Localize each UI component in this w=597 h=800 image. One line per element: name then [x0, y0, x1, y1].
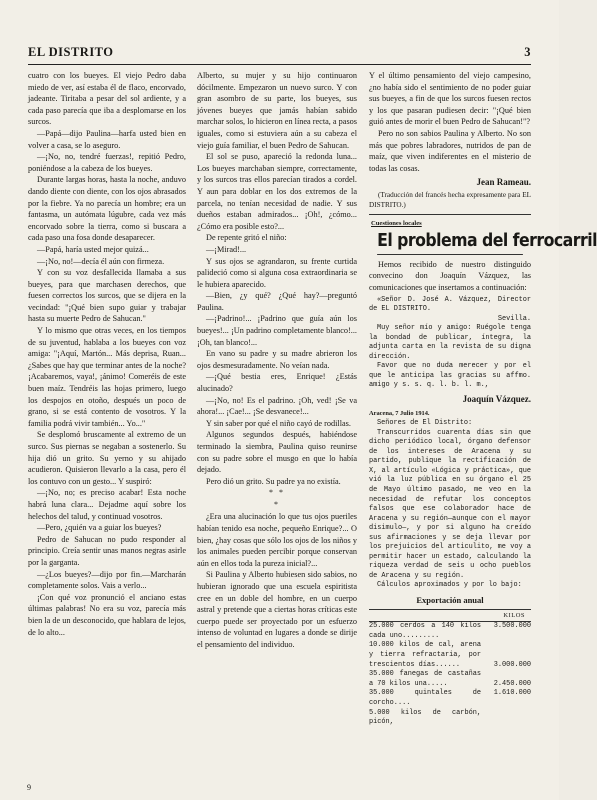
paragraph: Pedro de Sahucan no pudo responder al principio. Creía sentir unas manos negras asirle por la garganta.: [28, 534, 186, 567]
letter-1: [369, 296, 531, 391]
table-row: [369, 641, 531, 670]
paragraph: —¡Mirad!...: [206, 244, 247, 254]
letter-paragraph: Muy señor mío y amigo: Ruégole tenga la bondad de publicar, íntegra, la adjunta carta en la revista de su digna dirección.: [369, 324, 531, 361]
divider: [369, 214, 531, 215]
paragraph: —¡Padrino!... ¡Padrino que guía aún los bueyes!... ¡Un padrino completamente blanco!... ¡Oh, tan blanco!...: [197, 314, 357, 347]
letter-paragraph: Cálculos aproximados y por lo bajo:: [377, 581, 522, 590]
letter-2: [369, 419, 531, 591]
paragraph: En vano su padre y su madre abrieron los ojos desmesuradamente. No veían nada.: [197, 349, 357, 370]
table-row: [369, 622, 531, 641]
row-description: 35.000 quintales de corcho....: [369, 689, 481, 707]
paragraph: Y el último pensamiento del viejo campesino, ¿no había sido el sentimiento de no poder guiar sus bueyes, a fin de que los surcos fuesen rectos y los que pasaran pudiesen decir: "¡Qué bien guió antes de morir el buen Pedro de Sahucan!"?: [369, 71, 531, 127]
row-value: 3.500.000: [493, 622, 531, 631]
article-headline: El problema del ferrocarril: [377, 232, 523, 255]
paragraph: El sol se puso, apareció la redonda luna... Los bueyes marchaban siempre, correctamente, y los surcos tras ellos parecían tirados a cordel. Y aun para doblar en los dos extremos de la parcela, no tenían necesidad de nadie. Y sus dueños estaban admirados... ¡Oh!, ¿cómo... ¿Cómo era posible esto?...: [197, 152, 357, 231]
paragraph: Pero dió un grito. Su padre ya no existía.: [206, 476, 341, 486]
row-description: 25.000 cerdos a 140 kilos cada uno.........: [369, 622, 481, 640]
row-description: 5.000 kilos de carbón, picón,: [369, 708, 481, 727]
row-value: [485, 709, 531, 728]
row-value: 2.450.000: [493, 679, 531, 688]
masthead: [28, 44, 531, 60]
paragraph: ¡Con qué voz pronunció el anciano estas últimas palabras! No era su voz, parecía más bien la de un desconocido, que hablara de lejos, de lo alto...: [28, 592, 186, 637]
paragraph: Y sin saber por qué el niño cayó de rodillas.: [206, 418, 351, 428]
letter-address: «Señor D. José A. Vázquez, Director de EL DISTRITO.: [369, 295, 531, 314]
paragraph: —Bien, ¿y qué? ¿Qué hay?—preguntó Paulina.: [197, 291, 357, 312]
letter-date: Aracena, 7 Julio 1914.: [369, 409, 430, 417]
paragraph: —¡No, no; es preciso acabar! Esta noche habrá luna clara... Dejadme aquí sobre los helechos del talud, y continuad vosotros.: [28, 488, 186, 521]
table-row: [369, 689, 531, 708]
row-description: 35.000 fanegas de castañas a 70 kilos una.....: [369, 670, 481, 688]
article-intro: Hemos recibido de nuestro distinguido convecino don Joaquín Vázquez, las comunicaciones que insertamos a continuación:: [369, 259, 531, 292]
letter-place: Sevilla.: [497, 314, 531, 323]
paragraph: —¡No, no, tendré fuerzas!, repitió Pedro, poniéndose a la cabeza de los bueyes.: [28, 152, 186, 173]
paragraph: cuatro con los bueyes. El viejo Pedro daba miedo de ver, así estaba él de flaco, encorvado, jadeante. Tiritaba a pesar del sol ardiente, y a cada paso parecía que iba a desplomarse en los surcos.: [28, 71, 186, 127]
paragraph: —¡Qué bestia eres, Enrique! ¿Estás alucinado?: [197, 372, 357, 394]
column-3: [369, 70, 597, 728]
story-signature: Jean Rameau.: [476, 177, 531, 188]
paragraph: —¿Los bueyes?—dijo por fin.—Marcharán completamente solos. Vais a verlo...: [28, 569, 186, 591]
row-description: 10.000 kilos de cal, arena y tierra refractaria, por trescientos días......: [369, 641, 481, 669]
newspaper-title: EL DISTRITO: [28, 44, 114, 59]
table-row: [369, 709, 531, 728]
export-table: [369, 609, 531, 728]
paragraph: —Pero, ¿quién va a guiar los bueyes?: [37, 523, 162, 533]
table-unit-header: KILOS: [369, 610, 531, 623]
column-2: [197, 70, 357, 651]
section-label: Cuestiones locales: [371, 220, 422, 228]
table-row: [369, 670, 531, 689]
paragraph: —Papá—dijo Paulina—harfa usted bien en volver a casa, se lo aseguro.: [28, 128, 186, 150]
paragraph: Si Paulina y Alberto hubiesen sido sabios, no hubieran ignorado que una escuela espiritista cree en un doble del hombre, en un cuerpo astral y pretende que a ciertas horas críticas este cuerpo puede ser proyectado por un esfuerzo intenso de voluntad en lugares a donde se dirije el pensamiento del individuo.: [197, 570, 357, 649]
letter-paragraph: Favor que no duda merecer y por el que le anticipa las gracias su affmo. amigo y s. s. q. l. b. l. m.,: [369, 362, 531, 390]
paragraph: Se desplomó bruscamente al extremo de un surco. Sus piernas se negaban a sostenerlo. Su hija dió un grito. Su yerno y su ahijado acudieron. Quisieron llevarlo a la casa, pero él los contuvo con un gesto... Y suspiró:: [28, 430, 186, 486]
paragraph: —¡No, no! Es el padrino. ¡Oh, ved! ¡Se va ahora!... ¡Cae!... ¡Se desvanece!...: [197, 395, 357, 417]
paragraph: De repente gritó el niño:: [206, 233, 287, 243]
paragraph: ¿Era una alucinación lo que tus ojos pueriles habían tenido esa noche, pequeño Enrique?... O bien, ¿hay cosas que sólo los ojos de los niños y los animales pueden percibir porque conservan aún en ellos toda la pureza inicial?...: [197, 512, 357, 568]
header-rule: [28, 64, 531, 65]
paragraph: Alberto, su mujer y su hijo continuaron dócilmente. Empezaron un nuevo surco. Y con gran asombro de su parte, los bueyes, sus jóvenes bueyes que jamás habían sabido marchar solos, lo hicieron en línea recta, a pasos iguales, como si estuviera aún a su cabeza el viejo guía familiar, el buen Pedro de Sahucan.: [197, 71, 357, 150]
paragraph: Pero no son sabios Paulina y Alberto. No son más que pobres labradores, nutridos de pan de maíz, que viven indiferentes en el misterio de todas las cosas.: [369, 128, 531, 173]
paragraph: Y sus ojos se agrandaron, su frente curtida palideció como si alguna cosa extraordinaria se le hubiera aparecido.: [197, 256, 357, 289]
paragraph: Durante largas horas, hasta la noche, anduvo dando diente con diente, con los ojos abrasados por la fiebre. Ya no parecía un hombre; era un fantasma, un autómata lúgubre, cada vez más encorvado sobre la tierra, como si buscara a cada paso una fosa donde desaparecer.: [28, 175, 186, 243]
row-value: 1.610.000: [493, 689, 531, 698]
letter-signature: Joaquín Vázquez.: [462, 393, 531, 404]
paragraph: Y con su voz desfallecida llamaba a sus bueyes, para que marchasen derechos, que fuesen correctos los surcos, que se dijera en la vecindad: "¡Qué bien supo guiar y trabajar hasta su muerte Pedro de Sahucan.": [28, 268, 186, 324]
letter-paragraph: Transcurridos cuarenta días sin que dicho periódico local, órgano defensor de los intereses de Aracena y su partido, publique la rectificación de X, al artículo «Lógica y práctica», que vió la luz pública en su órgano el 25 de Mayo último pasado, me veo en la necesidad de refutar los conceptos falsos que ese colaborador hace de Aracena y su región—aunque con el mayor disimulo—, y por si alguno ha creído sus afirmaciones y se deja llevar por los prejuicios del articulito, me voy a permitir hacer un estado, calculando la riqueza verdad de seis u ocho pueblos de Aracena y su región.: [369, 428, 531, 580]
section-stars: * * *: [269, 488, 285, 510]
letter-address: Señores de El Distrito:: [377, 419, 473, 428]
page-mark: 9: [27, 783, 31, 792]
paragraph: —Papá, haría usted mejor quizá...: [37, 244, 149, 254]
row-value: 3.000.000: [493, 660, 531, 669]
page-number: 3: [524, 44, 531, 59]
translation-note: (Traducción del francés hecha expresamente para EL DISTRITO.): [369, 190, 531, 209]
paragraph: Y lo mismo que otras veces, en los tiempos de su juventud, hablaba a los bueyes con voz amiga: "¡Aquí, Martón... Más deprisa, Ruan...¿Sabes que hay que terminar antes de la noche? ¡Acabaremos, vaya!, ¡ánimo! Comeréis de este buen maíz. Tendréis las hojas primero, luego los despojos en otoño, después un poco de grano, si se está contento de vosotros. Y la familia podrá vivir también... Yo...": [28, 326, 186, 428]
paragraph: Algunos segundos después, habiéndose terminado la siembra, Paulina quiso reunirse con su padre sobre el musgo en que lo había dejado.: [197, 430, 357, 475]
table-title: Exportación anual: [416, 595, 484, 605]
paragraph: —¡No, no!—decía él aún con firmeza.: [37, 256, 165, 266]
column-1: [28, 70, 186, 638]
